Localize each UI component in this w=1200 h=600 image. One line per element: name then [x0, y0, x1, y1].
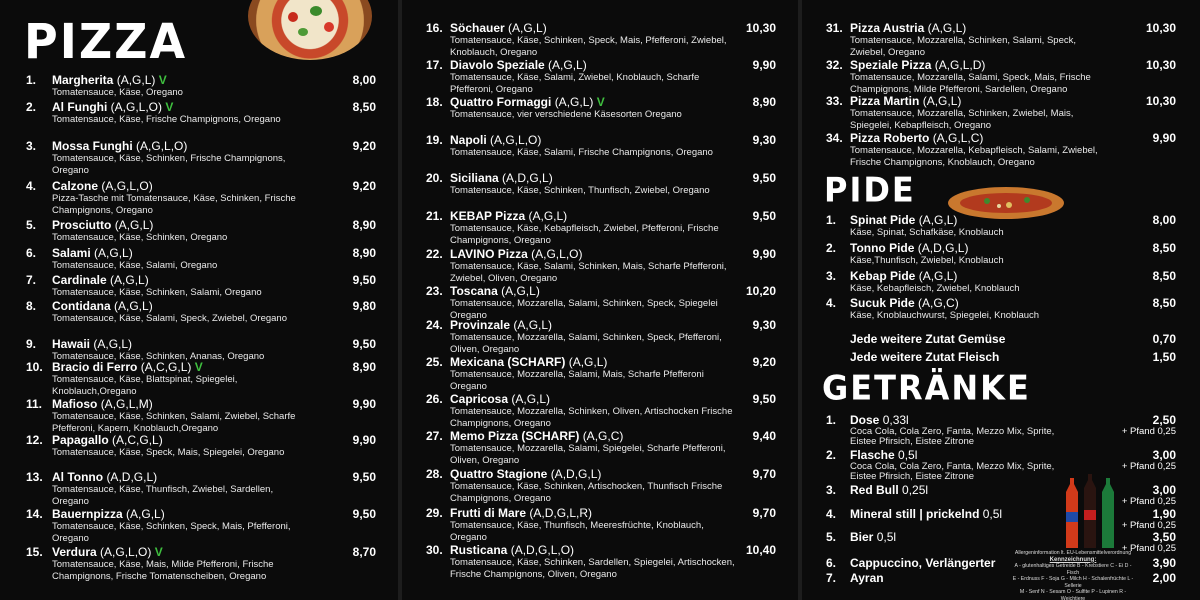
vegetarian-mark: V: [194, 360, 203, 374]
item-title: Kebap Pide: [850, 269, 916, 283]
soft-drink-bottles-image: [1060, 470, 1120, 550]
item-price: 9,40: [752, 429, 776, 443]
item-description: Tomatensauce, Mozzarella, Salami, Mais, Scharfe Pfefferoni Oregano: [450, 369, 704, 392]
item-number: 8.: [26, 299, 37, 313]
item-number: 34.: [826, 131, 843, 145]
item-price: 3,90: [1152, 556, 1176, 570]
allergen-codes: (A,G,L): [918, 269, 958, 283]
item-name: [450, 468, 601, 480]
item-name: [450, 96, 605, 108]
item-title: Sucuk Pide: [850, 296, 915, 310]
item-number: 28.: [426, 467, 443, 481]
item-title: Mineral still | prickelnd: [850, 507, 980, 521]
item-title: Cappuccino, Verlängerter: [850, 556, 996, 570]
allergen-codes: (A,G,L): [508, 21, 547, 35]
item-price: 9,80: [352, 299, 376, 313]
item-number: 5.: [826, 530, 837, 544]
item-description: Käse, Spinat, Schafkäse, Knoblauch: [850, 227, 1004, 238]
item-price: 9,30: [752, 318, 776, 332]
item-price: 9,50: [752, 171, 776, 185]
item-title: Bauernpizza: [52, 507, 123, 521]
item-price: 9,50: [352, 273, 376, 287]
item-number: 19.: [426, 133, 443, 147]
item-number: 4.: [826, 296, 837, 310]
item-name: [52, 471, 157, 483]
item-number: 1.: [826, 213, 837, 227]
item-number: 5.: [26, 218, 37, 232]
item-number: 13.: [26, 470, 43, 484]
item-name: [850, 557, 995, 569]
allergen-codes: (A,G,L): [548, 58, 587, 72]
item-name: [52, 140, 187, 152]
item-description: Tomatensauce, Käse, Salami, Frische Champignons, Oregano: [450, 147, 713, 158]
extra-topping-label: Jede weitere Zutat Gemüse: [850, 332, 1006, 346]
item-price: 2,00: [1152, 571, 1176, 585]
item-number: 1.: [26, 73, 37, 87]
allergen-legend: [1008, 550, 1138, 600]
allergen-codes: (A,G,L): [568, 355, 608, 369]
item-title: Söchauer: [450, 21, 505, 35]
item-name: [52, 361, 203, 373]
item-number: 7.: [26, 273, 37, 287]
item-name: [450, 285, 540, 297]
allergen-codes: (A,G,L,C): [932, 131, 984, 145]
extra-topping-price: 0,70: [1152, 332, 1176, 346]
item-number: 21.: [426, 209, 443, 223]
allergen-codes: (A,G,L,M): [100, 397, 153, 411]
item-name: [850, 297, 959, 309]
item-name: [52, 546, 163, 558]
item-price: 9,90: [752, 247, 776, 261]
item-title: Mossa Funghi: [52, 139, 133, 153]
allergen-codes: (A,G,L): [927, 21, 967, 35]
pide-heading: PIDE: [824, 170, 916, 210]
item-title: Mafioso: [52, 397, 98, 411]
item-name: [850, 242, 968, 254]
item-number: 4.: [826, 507, 837, 521]
item-title: Red Bull: [850, 483, 899, 497]
item-name: [450, 507, 592, 519]
item-title: Dose: [850, 413, 880, 427]
item-title: Rusticana: [450, 543, 508, 557]
item-price: 3,50: [1152, 530, 1176, 544]
item-name: [52, 434, 163, 446]
allergen-codes: (A,G,L): [110, 273, 149, 287]
item-name: [850, 484, 928, 496]
allergen-codes: (A,G,L,O): [136, 139, 188, 153]
item-title: Toscana: [450, 284, 498, 298]
item-description: Käse, Knoblauchwurst, Spiegelei, Knoblauch: [850, 310, 1040, 321]
item-title: Mexicana (SCHARF): [450, 355, 566, 369]
item-name: [450, 319, 552, 331]
item-description: Tomatensauce, Käse, Schinken, Artischocken, Thunfisch Frische Champignons, Oregano: [450, 481, 723, 504]
item-price: 9,70: [752, 467, 776, 481]
item-price: 8,90: [352, 360, 376, 374]
item-price: 10,20: [745, 284, 776, 298]
item-title: KEBAP Pizza: [450, 209, 526, 223]
item-number: 10.: [26, 360, 43, 374]
item-price: 8,00: [352, 73, 376, 87]
item-price: 9,20: [752, 355, 776, 369]
item-name: [850, 531, 896, 543]
item-title: Papagallo: [52, 433, 109, 447]
item-description: Tomatensauce, Käse, Schinken, Salami, Zwiebel, Scharfe Pfefferoni, Kapern, Knoblauch,Oregano: [52, 411, 296, 434]
item-price: 9,90: [352, 433, 376, 447]
item-title: Quattro Formaggi: [450, 95, 552, 109]
allergen-codes: (A,G,C): [918, 296, 959, 310]
item-number: 27.: [426, 429, 443, 443]
item-name: [450, 544, 574, 556]
item-title: Frutti di Mare: [450, 506, 527, 520]
item-price: 8,90: [352, 218, 376, 232]
item-description: Pizza-Tasche mit Tomatensauce, Käse, Schinken, Frische Champignons, Oregano: [52, 193, 296, 216]
item-title: Bier: [850, 530, 874, 544]
item-name: [450, 393, 550, 405]
item-name: [450, 59, 587, 71]
allergen-codes: (A,G,L): [116, 73, 156, 87]
item-description: Tomatensauce, Käse, Frische Champignons, Oregano: [52, 114, 281, 125]
item-price: 3,00: [1152, 483, 1176, 497]
deposit-note: + Pfand 0,25: [1121, 520, 1176, 531]
item-title: Flasche: [850, 448, 895, 462]
vegetarian-mark: V: [165, 100, 174, 114]
menu-panel-right: [802, 0, 1200, 600]
item-number: 2.: [26, 100, 37, 114]
item-number: 7.: [826, 571, 837, 585]
item-price: 10,30: [745, 21, 776, 35]
item-number: 11.: [26, 397, 43, 411]
item-description: Tomatensauce, Käse, Schinken, Salami, Oregano: [52, 287, 262, 298]
allergen-line: A - glutenhaltiges Getreide B - Krebstiere C - Ei D - Fisch: [1014, 563, 1132, 576]
item-number: 4.: [26, 179, 37, 193]
allergen-line: M - Senf N - Sesam O - Sulfite P - Lupinen R - Weichtiere: [1019, 589, 1127, 600]
item-number: 6.: [26, 246, 37, 260]
deposit-note: + Pfand 0,25: [1121, 461, 1176, 472]
item-description: Tomatensauce, Käse, Schinken, Speck, Mais, Pfefferoni, Oregano: [52, 521, 291, 544]
item-name: [52, 180, 153, 192]
item-title: Al Funghi: [52, 100, 108, 114]
item-title: Capricosa: [450, 392, 509, 406]
getraenke-heading: GETRÄNKE: [822, 368, 1031, 408]
item-name: [850, 59, 985, 71]
item-title: Margherita: [52, 73, 114, 87]
allergen-codes: (A,G,L): [114, 218, 154, 232]
item-description: Tomatensauce, Käse, Kebapfleisch, Zwiebel, Pfefferoni, Frische Champignons, Oregano: [450, 223, 719, 246]
allergen-codes: (A,G,L): [114, 299, 153, 313]
item-number: 24.: [426, 318, 443, 332]
item-name: [52, 338, 132, 350]
item-number: 22.: [426, 247, 443, 261]
item-description: Tomatensauce, Käse, Schinken, Sardellen, Spiegelei, Artischocken, Frische Champignons, Oliven, Oregano: [450, 557, 735, 580]
item-description: Tomatensauce, Käse, Mais, Milde Pfefferoni, Frische Champignons, Frische Tomatenscheiben, Oregano: [52, 559, 274, 582]
allergen-codes: (A,G,L): [528, 209, 568, 223]
item-number: 32.: [826, 58, 843, 72]
vegetarian-mark: V: [596, 95, 605, 109]
allergen-codes: (A,C,G,L): [112, 433, 163, 447]
item-number: 33.: [826, 94, 843, 108]
item-description: Tomatensauce, Mozzarella, Salami, Spiegelei, Scharfe Pfefferoni, Oliven, Oregano: [450, 443, 726, 466]
allergen-codes: (A,G,L): [501, 284, 540, 298]
drink-size: 0,5l: [982, 507, 1003, 521]
allergen-codes: (A,G,L): [93, 337, 133, 351]
item-description: Käse, Kebapfleisch, Zwiebel, Knoblauch: [850, 283, 1020, 294]
item-price: 8,00: [1152, 213, 1176, 227]
item-title: Pizza Martin: [850, 94, 920, 108]
item-number: 12.: [26, 433, 43, 447]
allergen-codes: (A,G,L): [922, 94, 962, 108]
item-price: 10,30: [1145, 94, 1176, 108]
item-title: Verdura: [52, 545, 97, 559]
item-name: [850, 22, 966, 34]
item-name: [450, 210, 567, 222]
item-title: Pizza Roberto: [850, 131, 930, 145]
item-title: Prosciutto: [52, 218, 112, 232]
item-description: Tomatensauce, Käse, Blattspinat, Spiegelei, Knoblauch,Oregano: [52, 374, 238, 397]
item-name: [52, 274, 149, 286]
item-name: [850, 270, 957, 282]
item-name: [850, 95, 961, 107]
allergen-codes: (A,G,L,O): [110, 100, 163, 114]
allergen-codes: (A,G,L): [126, 507, 165, 521]
item-number: 9.: [26, 337, 37, 351]
allergen-codes: (A,G,L,O): [101, 179, 153, 193]
item-description: Tomatensauce, Käse, Salami, Zwiebel, Knoblauch, Scharfe Pfefferoni, Oregano: [450, 72, 700, 95]
item-name: [450, 134, 541, 146]
item-number: 1.: [826, 413, 837, 427]
allergen-codes: (A,G,L): [554, 95, 594, 109]
item-description: Tomatensauce, Käse, Schinken, Ananas, Oregano: [52, 351, 265, 362]
allergen-codes: (A,C,G,L): [140, 360, 192, 374]
allergen-codes: (A,G,L,O): [490, 133, 542, 147]
item-description: Tomatensauce, Mozzarella, Kebapfleisch, Salami, Zwiebel, Frische Champignons, Knoblauch, Oregano: [850, 145, 1098, 168]
item-name: [52, 219, 153, 231]
allergen-codes: (A,D,G,L): [550, 467, 602, 481]
item-description: Tomatensauce, Käse, Schinken, Frische Champignons, Oregano: [52, 153, 286, 176]
item-description: Tomatensauce, Mozzarella, Schinken, Zwiebel, Mais, Spiegelei, Kebapfleisch, Oregano: [850, 108, 1074, 131]
item-title: LAVINO Pizza: [450, 247, 528, 261]
allergen-codes: (A,G,L): [94, 246, 133, 260]
item-title: Salami: [52, 246, 91, 260]
item-description: Käse,Thunfisch, Zwiebel, Knoblauch: [850, 255, 1004, 266]
item-description: Tomatensauce, Mozzarella, Salami, Schinken, Speck, Spiegelei Oregano: [450, 298, 718, 321]
allergen-codes: (A,D,G,L,R): [529, 506, 593, 520]
item-name: [52, 247, 133, 259]
deposit-note: + Pfand 0,25: [1121, 543, 1176, 554]
item-number: 26.: [426, 392, 443, 406]
item-description: Tomatensauce, Käse, Thunfisch, Meeresfrüchte, Knoblauch, Oregano: [450, 520, 704, 543]
allergen-codes: (A,G,L): [511, 392, 551, 406]
pizza-heading: PIZZA: [24, 12, 188, 70]
item-name: [450, 22, 547, 34]
extra-topping-price: 1,50: [1152, 350, 1176, 364]
vegetarian-mark: V: [154, 545, 163, 559]
item-description: Tomatensauce, Käse, Schinken, Oregano: [52, 232, 228, 243]
item-price: 10,40: [745, 543, 776, 557]
drink-size: 0,5l: [898, 448, 918, 462]
item-price: 9,90: [352, 397, 376, 411]
item-name: [850, 508, 1002, 520]
drink-size: 0,25l: [902, 483, 929, 497]
item-price: 2,50: [1152, 413, 1176, 427]
allergen-codes: (A,D,G,L,O): [510, 543, 575, 557]
item-price: 1,90: [1152, 507, 1176, 521]
item-price: 8,50: [1152, 241, 1176, 255]
vegetarian-mark: V: [158, 73, 167, 87]
item-title: Hawaii: [52, 337, 91, 351]
item-name: [450, 430, 623, 442]
item-price: 9,20: [352, 139, 376, 153]
item-title: Tonno Pide: [850, 241, 915, 255]
item-description: Tomatensauce, Mozzarella, Schinken, Oliven, Artischocken Frische Champignons, Oregano: [450, 406, 733, 429]
item-title: Ayran: [850, 571, 884, 585]
item-name: [52, 508, 165, 520]
item-description: Tomatensauce, Käse, Salami, Schinken, Mais, Scharfe Pfefferoni, Zwiebel, Oliven, Oregano: [450, 261, 727, 284]
item-number: 2.: [826, 241, 837, 255]
item-number: 20.: [426, 171, 443, 185]
item-description: Tomatensauce, Käse, Thunfisch, Zwiebel, Sardellen, Oregano: [52, 484, 274, 507]
item-number: 18.: [426, 95, 443, 109]
item-number: 2.: [826, 448, 837, 462]
item-price: 3,00: [1152, 448, 1176, 462]
item-number: 15.: [26, 545, 43, 559]
item-title: Pizza Austria: [850, 21, 925, 35]
item-title: Spinat Pide: [850, 213, 916, 227]
extra-topping-label: Jede weitere Zutat Fleisch: [850, 350, 1000, 364]
drink-size: 0,33l: [882, 413, 909, 427]
item-title: Quattro Stagione: [450, 467, 548, 481]
item-number: 6.: [826, 556, 837, 570]
item-title: Cardinale: [52, 273, 107, 287]
item-number: 3.: [826, 269, 837, 283]
item-name: [850, 132, 983, 144]
item-title: Provinzale: [450, 318, 511, 332]
item-description: Tomatensauce, Käse, Salami, Oregano: [52, 260, 218, 271]
item-description: Tomatensauce, Mozzarella, Schinken, Salami, Speck, Zwiebel, Oregano: [850, 35, 1076, 58]
item-number: 14.: [26, 507, 43, 521]
item-name: [850, 572, 884, 584]
item-name: [52, 398, 153, 410]
item-name: [52, 74, 167, 86]
item-price: 9,90: [752, 58, 776, 72]
allergen-codes: (A,G,L,O): [531, 247, 583, 261]
item-price: 9,50: [352, 470, 376, 484]
item-name: [52, 101, 173, 113]
item-price: 9,50: [752, 392, 776, 406]
item-price: 9,70: [752, 506, 776, 520]
item-number: 3.: [826, 483, 837, 497]
item-price: 9,50: [752, 209, 776, 223]
item-description: Coca Cola, Cola Zero, Fanta, Mezzo Mix, Sprite, Eistee Pfirsich, Eistee Zitrone: [850, 426, 1055, 447]
item-description: Tomatensauce, Käse, Salami, Speck, Zwiebel, Oregano: [52, 313, 287, 324]
item-price: 8,50: [1152, 296, 1176, 310]
item-price: 9,90: [1152, 131, 1176, 145]
item-description: Tomatensauce, vier verschiedene Käsesorten Oregano: [450, 109, 682, 120]
item-title: Contidana: [52, 299, 111, 313]
item-name: [850, 214, 957, 226]
item-name: [450, 248, 582, 260]
item-description: Tomatensauce, Käse, Schinken, Speck, Mais, Pfefferoni, Zwiebel, Knoblauch, Oregano: [450, 35, 727, 58]
item-number: 31.: [826, 21, 843, 35]
item-name: [450, 356, 607, 368]
item-title: Memo Pizza (SCHARF): [450, 429, 580, 443]
item-title: Al Tonno: [52, 470, 104, 484]
item-price: 10,30: [1145, 58, 1176, 72]
item-description: Tomatensauce, Käse, Oregano: [52, 87, 183, 98]
menu-panel-middle: [402, 0, 798, 600]
deposit-note: + Pfand 0,25: [1121, 496, 1176, 507]
item-description: Tomatensauce, Käse, Speck, Mais, Spiegelei, Oregano: [52, 447, 285, 458]
item-number: 29.: [426, 506, 443, 520]
item-name: [850, 414, 909, 426]
item-title: Siciliana: [450, 171, 499, 185]
menu-panel-left: [0, 0, 398, 600]
deposit-note: + Pfand 0,25: [1121, 426, 1176, 437]
allergen-codes: (A,D,G,L): [917, 241, 969, 255]
item-price: 8,50: [352, 100, 376, 114]
allergen-heading: Allergeninformation lt. EU-Lebensmittelverordnung: [1014, 550, 1132, 556]
allergen-codes: (A,D,G,L): [502, 171, 553, 185]
item-price: 8,70: [352, 545, 376, 559]
item-title: Calzone: [52, 179, 99, 193]
item-title: Bracio di Ferro: [52, 360, 138, 374]
allergen-line: E - Erdnuss F - Soja G - Milch H - Schalenfrüchte L - Sellerie: [1012, 576, 1134, 589]
item-name: [850, 449, 917, 461]
allergen-codes: (A,G,L,D): [934, 58, 986, 72]
item-price: 9,50: [352, 337, 376, 351]
allergen-codes: (A,D,G,L): [106, 470, 158, 484]
allergen-codes: (A,G,C): [582, 429, 624, 443]
item-number: 23.: [426, 284, 443, 298]
item-number: 16.: [426, 21, 443, 35]
item-number: 30.: [426, 543, 443, 557]
item-name: [450, 172, 553, 184]
item-title: Diavolo Speziale: [450, 58, 545, 72]
item-description: Tomatensauce, Mozzarella, Salami, Speck, Mais, Frische Champignons, Milde Pfefferoni, Sardellen, Oregano: [850, 72, 1091, 95]
item-price: 9,30: [752, 133, 776, 147]
allergen-codes: (A,G,L,O): [100, 545, 152, 559]
item-price: 9,50: [352, 507, 376, 521]
drink-size: 0,5l: [876, 530, 897, 544]
item-number: 17.: [426, 58, 443, 72]
allergen-codes: (A,G,L): [513, 318, 553, 332]
item-description: Tomatensauce, Käse, Schinken, Thunfisch, Zwiebel, Oregano: [450, 185, 710, 196]
item-price: 9,20: [352, 179, 376, 193]
item-price: 10,30: [1145, 21, 1176, 35]
item-title: Napoli: [450, 133, 487, 147]
allergen-codes: (A,G,L): [918, 213, 958, 227]
pide-photo: [947, 184, 1065, 222]
item-price: 8,90: [352, 246, 376, 260]
item-description: Coca Cola, Cola Zero, Fanta, Mezzo Mix, Sprite, Eistee Pfirsich, Eistee Zitrone: [850, 461, 1055, 482]
item-number: 3.: [26, 139, 37, 153]
allergen-title: Kennzeichnung:: [1049, 556, 1097, 563]
pizza-photo: [248, 0, 372, 60]
item-price: 8,90: [752, 95, 776, 109]
item-name: [52, 300, 153, 312]
item-number: 25.: [426, 355, 443, 369]
item-title: Speziale Pizza: [850, 58, 932, 72]
item-price: 8,50: [1152, 269, 1176, 283]
item-description: Tomatensauce, Mozzarella, Salami, Schinken, Speck, Pfefferoni, Oliven, Oregano: [450, 332, 722, 355]
